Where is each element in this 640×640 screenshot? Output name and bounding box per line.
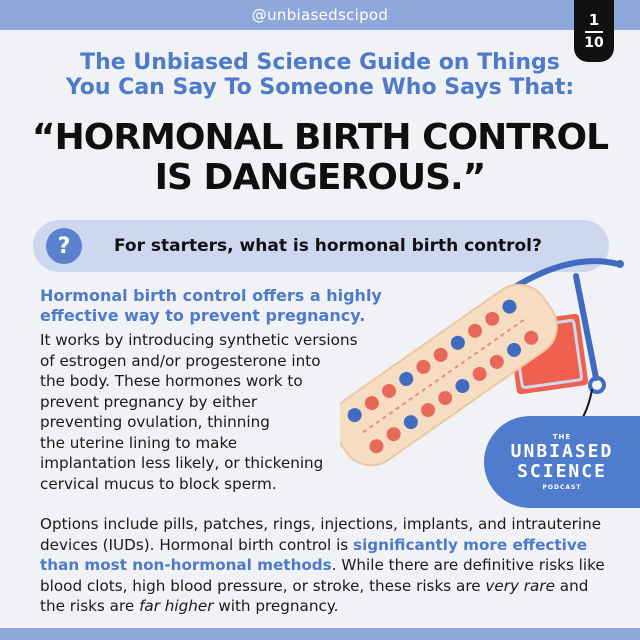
body-line: cervical mucus to block sperm.: [40, 474, 277, 493]
options-text-4: with pregnancy.: [213, 597, 339, 615]
body-line: implantation less likely, or thickening: [40, 454, 324, 472]
question-text: For starters, what is hormonal birth control?: [114, 236, 542, 256]
bottom-bar: [0, 628, 640, 640]
logo-the: THE: [552, 433, 572, 441]
body-line: the body. These hormones work to: [40, 372, 303, 390]
question-mark-icon: ?: [46, 228, 82, 264]
page-number: 1: [588, 10, 600, 29]
body-line: the uterine lining to make: [40, 433, 238, 452]
options-text-2: . While there are definitive risks like blood clots, high blood pressure, or stroke, these risks are: [40, 556, 605, 595]
lead-line-1: Hormonal birth control offers a highly: [40, 286, 382, 305]
explanation-paragraph: [40, 330, 370, 494]
options-text-3: and the risks are: [40, 576, 589, 615]
options-highlight: significantly more effective than most non-hormonal methods: [40, 535, 588, 574]
logo-podcast: PODCAST: [542, 484, 582, 491]
options-emphasis-higher: far higher: [139, 597, 214, 615]
body-line: preventing ovulation, thinning: [40, 413, 270, 431]
options-text-1: Options include pills, patches, rings, injections, implants, and intrauterine devices (IUDs). Hormonal birth control is: [40, 515, 602, 554]
body-line: It works by introducing synthetic versions: [40, 331, 358, 349]
guide-title: [40, 50, 600, 100]
main-quote-line-2: IS DANGEROUS.”: [154, 157, 486, 198]
logo-word-science: SCIENCE: [517, 461, 607, 482]
body-line: prevent pregnancy by either: [40, 392, 258, 411]
logo-word-unbiased: UNBIASED: [510, 441, 614, 462]
guide-title-line-1: The Unbiased Science Guide on Things: [80, 50, 560, 75]
top-bar: [0, 0, 640, 30]
options-paragraph: [40, 514, 615, 617]
page-total: 10: [584, 34, 604, 51]
account-handle: @unbiasedscipod: [251, 6, 389, 24]
page-divider: [585, 31, 603, 33]
podcast-logo: [484, 416, 640, 508]
main-quote-line-1: “HORMONAL BIRTH CONTROL: [31, 117, 609, 158]
body-line: of estrogen and/or progesterone into: [40, 351, 321, 370]
guide-title-line-2: You Can Say To Someone Who Says That:: [65, 75, 575, 100]
options-emphasis-rare: very rare: [485, 576, 555, 595]
lead-line-2: effective way to prevent pregnancy.: [40, 306, 366, 325]
main-quote: [20, 118, 620, 198]
